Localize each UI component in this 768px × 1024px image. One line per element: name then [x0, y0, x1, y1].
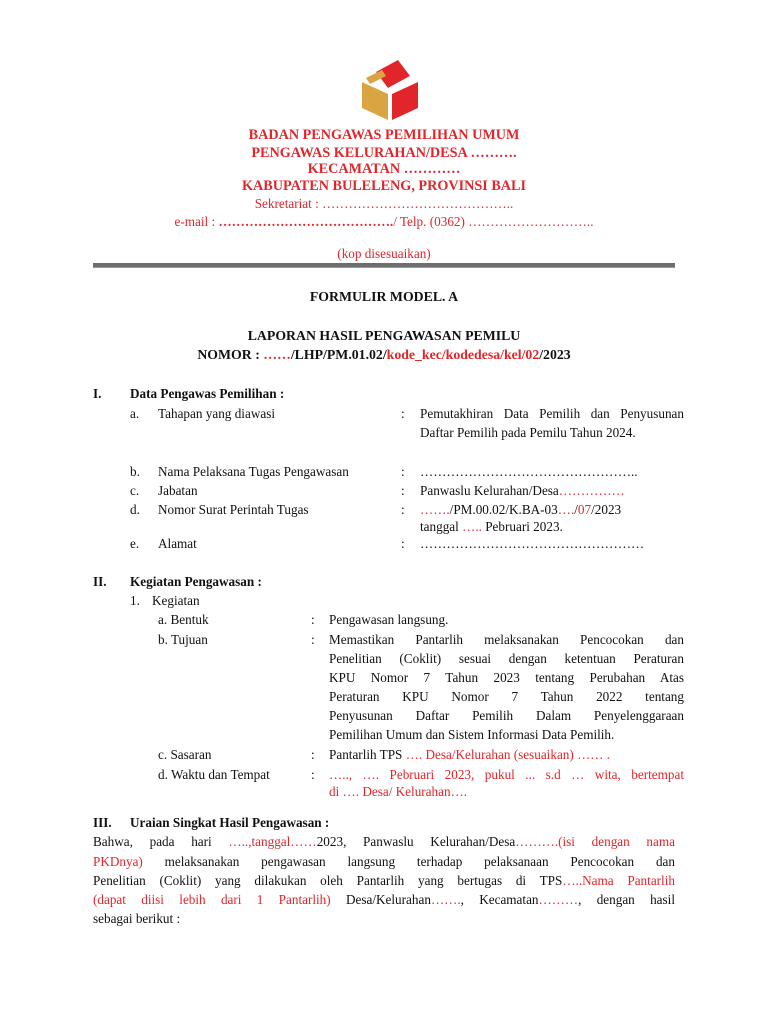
- s1-b-value: …………………………………………..: [420, 464, 638, 479]
- email-dots: ………………………………….: [218, 214, 394, 229]
- nomor-dots: ……: [263, 347, 291, 362]
- s1-c-colon: :: [401, 483, 405, 498]
- s1-d-year: /2023: [591, 502, 622, 517]
- org-name: BADAN PENGAWAS PEMILIHAN UMUM: [248, 127, 520, 143]
- s1-b-label: Nama Pelaksana Tugas Pengawasan: [158, 464, 349, 479]
- s2-sasaran-v4: …… .: [573, 747, 611, 762]
- s2-sub-title: Kegiatan: [152, 593, 200, 608]
- report-title: LAPORAN HASIL PENGAWASAN PEMILU: [247, 328, 521, 343]
- logo-lid: [366, 70, 386, 84]
- section3-title: Uraian Singkat Hasil Pengawasan :: [130, 815, 330, 830]
- s2-sasaran-v1: Pantarlih TPS: [329, 747, 406, 762]
- s2-waktu-line1: ….., …. Pebruari 2023, pukul ... s.d … wita, bertempat: [329, 767, 684, 782]
- s1-b-colon: :: [401, 464, 405, 479]
- s2-bentuk-colon: :: [311, 612, 315, 627]
- s1-e-colon: :: [401, 536, 405, 551]
- s3-para-line5: sebagai berikut :: [93, 911, 181, 926]
- s2-sasaran-label: c. Sasaran: [158, 747, 212, 762]
- s3-p1a: Bahwa, pada hari: [93, 834, 229, 849]
- nomor-code3: 02: [525, 347, 540, 362]
- s3-p2b: melaksanakan pengawasan langsung terhadap pelaksanaan Pencocokan dan: [142, 854, 675, 869]
- logo-box-left: [362, 82, 388, 120]
- s2-tujuan-line1: Memastikan Pantarlih melaksanakan Pencocokan dan: [329, 632, 684, 647]
- s1-d-label: Nomor Surat Perintah Tugas: [158, 502, 309, 517]
- s3-p4e: ………: [538, 892, 579, 907]
- s2-bentuk-label: a. Bentuk: [158, 612, 209, 627]
- s3-p4c: …….: [430, 892, 461, 907]
- s2-waktu-line2: di …. Desa/ Kelurahan….: [329, 784, 468, 799]
- s3-p3b: …..Nama Pantarlih: [562, 873, 675, 888]
- org-kecamatan: KECAMATAN …………: [307, 161, 461, 177]
- section3-number: III.: [93, 815, 112, 830]
- sekretariat-line: Sekretariat : ……………………………………..: [254, 196, 514, 211]
- s3-p4b: Desa/Kelurahan: [330, 892, 431, 907]
- nomor-code4: /2023: [539, 347, 571, 362]
- s2-tujuan-label: b. Tujuan: [158, 632, 208, 647]
- s2-sasaran-v2: ….: [405, 747, 423, 762]
- s2-tujuan-line2: Penelitian (Coklit) sesuai dengan ketentuan Peraturan: [329, 651, 684, 666]
- s3-para-line1: [93, 832, 675, 851]
- s1-d-code: /PM.00.02/K.BA-03: [449, 502, 558, 517]
- s3-para-line2: [93, 852, 675, 871]
- s2-sasaran-colon: :: [311, 747, 315, 762]
- s1-c-value-dots: ……………: [558, 483, 625, 498]
- s1-d-month: 07: [577, 502, 592, 517]
- s2-tujuan-line6: Pemilihan Umum dan Sistem Informasi Data Pemilih.: [329, 727, 615, 742]
- email-label: e-mail :: [174, 214, 219, 229]
- s1-c-value-text: Panwaslu Kelurahan/Desa: [420, 483, 559, 498]
- s1-c-value: [420, 481, 625, 500]
- bawaslu-logo: [358, 58, 422, 122]
- s1-d-letter: d.: [130, 502, 140, 517]
- s1-d-tanggal-rest: Pebruari 2023.: [485, 519, 563, 534]
- s2-tujuan-line4: Peraturan KPU Nomor 7 Tahun 2022 tentang: [329, 689, 684, 704]
- section1-title: Data Pengawas Pemilihan :: [130, 386, 285, 401]
- s1-b-letter: b.: [130, 464, 140, 479]
- s2-sasaran-value: [329, 745, 610, 764]
- report-number: [0, 345, 768, 364]
- s3-para-line3: [93, 871, 675, 890]
- org-level: PENGAWAS KELURAHAN/DESA ……….: [251, 145, 517, 161]
- s1-d-tanggal-dots: …..: [458, 519, 486, 534]
- s1-c-label: Jabatan: [158, 483, 198, 498]
- s1-d-dots2: ….: [557, 502, 575, 517]
- s1-e-value: ……………………………………………: [420, 536, 645, 551]
- s1-a-colon: :: [401, 406, 405, 421]
- kop-note: (kop disesuaikan): [337, 246, 431, 261]
- s3-p1c: 2023, Panwaslu Kelurahan/Desa: [316, 834, 516, 849]
- nomor-code2: kode_kec/kodedesa/kel/: [386, 347, 526, 362]
- s1-d-dots: …….: [420, 502, 450, 517]
- s3-p4a: (dapat diisi lebih dari 1 Pantarlih): [93, 892, 331, 907]
- s1-c-letter: c.: [130, 483, 140, 498]
- org-kabupaten: KABUPATEN BULELENG, PROVINSI BALI: [241, 178, 527, 194]
- s1-a-label: Tahapan yang diawasi: [158, 406, 275, 421]
- s3-p1b: …..,tanggal……: [228, 834, 317, 849]
- s1-d-colon: :: [401, 502, 405, 517]
- s3-p4f: , dengan hasil: [578, 892, 675, 907]
- s2-sasaran-v3: Desa/Kelurahan (sesuaikan): [422, 747, 574, 762]
- contact-line: [0, 212, 768, 231]
- section1-number: I.: [93, 386, 102, 401]
- header-divider: [93, 263, 675, 268]
- section2-title: Kegiatan Pengawasan :: [130, 574, 262, 589]
- s3-p2a: PKDnya): [93, 854, 143, 869]
- s2-tujuan-line3: KPU Nomor 7 Tahun 2023 tentang Perubahan Atas: [329, 670, 684, 685]
- nomor-prefix: NOMOR :: [197, 347, 264, 362]
- s1-e-label: Alamat: [158, 536, 197, 551]
- s2-bentuk-value: Pengawasan langsung.: [329, 612, 449, 627]
- s1-d-tanggal-label: tanggal: [420, 519, 459, 534]
- s2-waktu-colon: :: [311, 767, 315, 782]
- s1-a-value: Pemutakhiran Data Pemilih dan Penyusunan Daftar Pemilih pada Pemilu Tahun 2024.: [420, 406, 684, 440]
- s3-p1d: ……….(isi dengan nama: [515, 834, 675, 849]
- nomor-code1: /LHP/PM.01.02/: [290, 347, 387, 362]
- telp-text: / Telp. (0362) ………………………..: [393, 214, 594, 229]
- s1-a-letter: a.: [130, 406, 140, 421]
- s3-p3a: Penelitian (Coklit) yang dilakukan oleh Pantarlih yang bertugas di TPS: [93, 873, 563, 888]
- s3-para-line4: [93, 890, 675, 909]
- s1-d-value: ……./PM.00.02/K.BA-03…./07/2023: [420, 502, 622, 517]
- s1-e-letter: e.: [130, 536, 140, 551]
- form-title: FORMULIR MODEL. A: [309, 289, 459, 304]
- s3-p4d: , Kecamatan: [460, 892, 539, 907]
- s2-waktu-label: d. Waktu dan Tempat: [158, 767, 270, 782]
- s2-tujuan-colon: :: [311, 632, 315, 647]
- s2-sub-number: 1.: [130, 593, 140, 608]
- s2-tujuan-line5: Penyusunan Daftar Pemilih Dalam Penyelenggaraan: [329, 708, 684, 723]
- section2-number: II.: [93, 574, 107, 589]
